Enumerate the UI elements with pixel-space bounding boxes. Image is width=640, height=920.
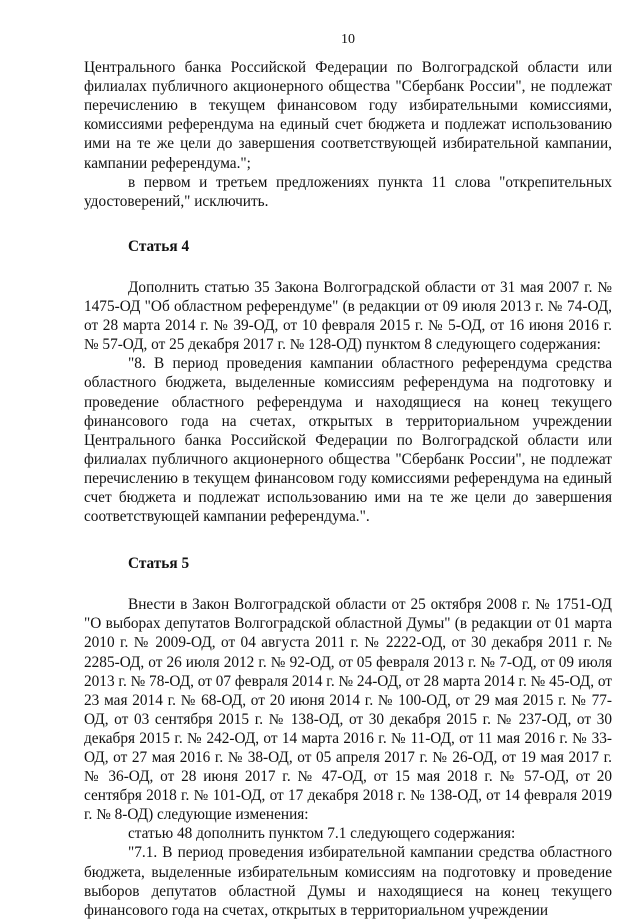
document-page: [84, 30, 612, 920]
article-4-heading: Статья 4: [128, 237, 190, 255]
paragraph-amendment-point-11: в первом и третьем предложениях пункта 11 слова "открепительных удостоверений," исключить.: [84, 173, 612, 210]
article-5-intro: Внести в Закон Волгоградской области от 25 октября 2008 г. № 1751-ОД "О выборах депутатов Волгоградской областной Думы" (в редакции от 01 марта 2010 г. № 2009-ОД, от 04 августа 2011 г. № 2222-ОД, от 30 декабря 2011 г. № 2285-ОД, от 26 июля 2012 г. № 92-ОД, от 05 февраля 2013 г. № 7-ОД, от 09 июля 2013 г. № 78-ОД, от 07 февраля 2014 г. № 24-ОД, от 28 марта 2014 г. № 45-ОД, от 23 мая 2014 г. № 68-ОД, от 20 июня 2014 г. № 100-ОД, от 29 мая 2015 г. № 77-ОД, от 03 сентября 2015 г. № 138-ОД, от 30 декабря 2015 г. № 237-ОД, от 30 декабря 2015 г. № 242-ОД, от 14 марта 2016 г. № 11-ОД, от 11 мая 2016 г. № 33-ОД, от 27 мая 2016 г. № 38-ОД, от 05 апреля 2017 г. № 26-ОД, от 19 мая 2017 г. № 36-ОД, от 28 июня 2017 г. № 47-ОД, от 15 мая 2018 г. № 57-ОД, от 20 сентября 2018 г. № 101-ОД, от 17 декабря 2018 г. № 138-ОД, от 14 февраля 2019 г. № 8-ОД) следующие изменения:: [84, 596, 612, 824]
article-5-heading: Статья 5: [128, 555, 190, 573]
article-4-intro: Дополнить статью 35 Закона Волгоградской области от 31 мая 2007 г. № 1475-ОД "Об областном референдуме" (в редакции от 09 июля 2013 г. № 74-ОД, от 28 марта 2014 г. № 39-ОД, от 10 февраля 2015 г. № 5-ОД, от 16 июня 2016 г. № 57-ОД, от 25 декабря 2017 г. № 128-ОД) пунктом 8 следующего содержания:: [84, 278, 612, 354]
article-5-point-7-1: "7.1. В период проведения избирательной кампании средства областного бюджета, выделенные избирательным комиссиям на подготовку и проведение выборов депутатов областной Думы и находящиеся на конец текущего финансового года на счетах, открытых в территориальном учреждении: [84, 844, 612, 919]
article-5-amendment-line: статью 48 дополнить пунктом 7.1 следующего содержания:: [128, 825, 516, 843]
page-number: 10: [341, 32, 355, 47]
article-4-point-8: "8. В период проведения кампании областного референдума средства областного бюджета, выделенные комиссиям референдума на подготовку и проведение областного референдума и находящиеся на конец текущего финансового года на счетах, открытых в территориальном учреждении Центрального банка Российской Федерации по Волгоградской области или филиалах публичного акционерного общества "Сбербанк России", не подлежат перечислению в текущем финансовом году комиссиями референдума на единый счет бюджета и подлежат использованию ими на те же цели до завершения соответствующей кампании референдума.".: [84, 355, 612, 526]
paragraph-continuation: Центрального банка Российской Федерации по Волгоградской области или филиалах публичного акционерного общества "Сбербанк России", не подлежат перечислению в текущем финансовом году избирательными комиссиями, комиссиями референдума на единый счет бюджета и подлежат использованию ими на те же цели до завершения соответствующей избирательной кампании, кампании референдума.";: [84, 59, 612, 172]
